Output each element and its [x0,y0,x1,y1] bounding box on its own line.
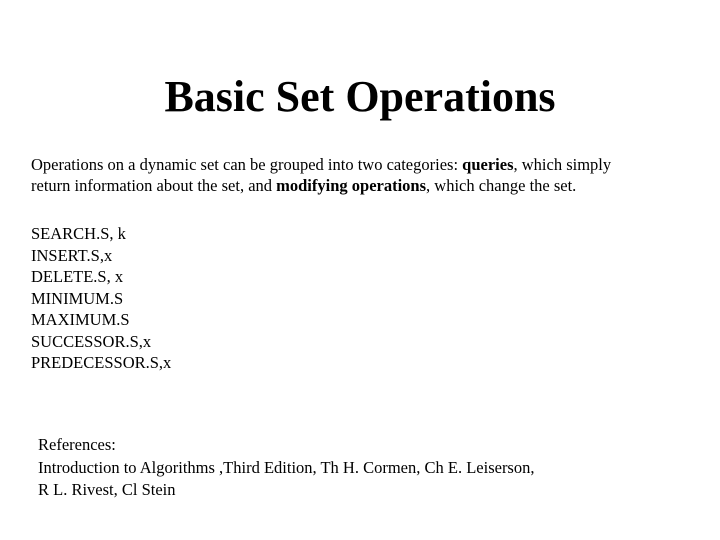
operation-predecessor: PREDECESSOR.S,x [31,353,172,372]
intro-text-3: , which change the set. [426,176,577,195]
intro-text-1: Operations on a dynamic set can be grouped into two categories: [31,154,463,174]
operation-successor: SUCCESSOR.S,x [31,331,152,351]
slide-title: Basic Set Operations [164,72,556,122]
operation-delete: DELETE.S, x [31,267,124,286]
term-modifying-operations: modifying operations [276,176,427,195]
operation-insert: INSERT.S,x [31,245,113,265]
intro-paragraph [31,154,641,197]
reference-line-2: R L. Rivest, Cl Stein [38,480,176,499]
references-heading: References: [38,435,116,454]
operations-list [31,223,171,374]
operation-minimum: MINIMUM.S [31,288,124,308]
references-block [38,434,638,502]
operation-search: SEARCH.S, k [31,224,126,243]
intro-text-2: , which simply return information about the set, and [31,154,612,195]
reference-line-1: Introduction to Algorithms ,Third Edition, Th H. Cormen, Ch E. Leiserson, [38,457,535,477]
term-queries: queries [462,154,514,174]
operation-maximum: MAXIMUM.S [31,310,130,329]
